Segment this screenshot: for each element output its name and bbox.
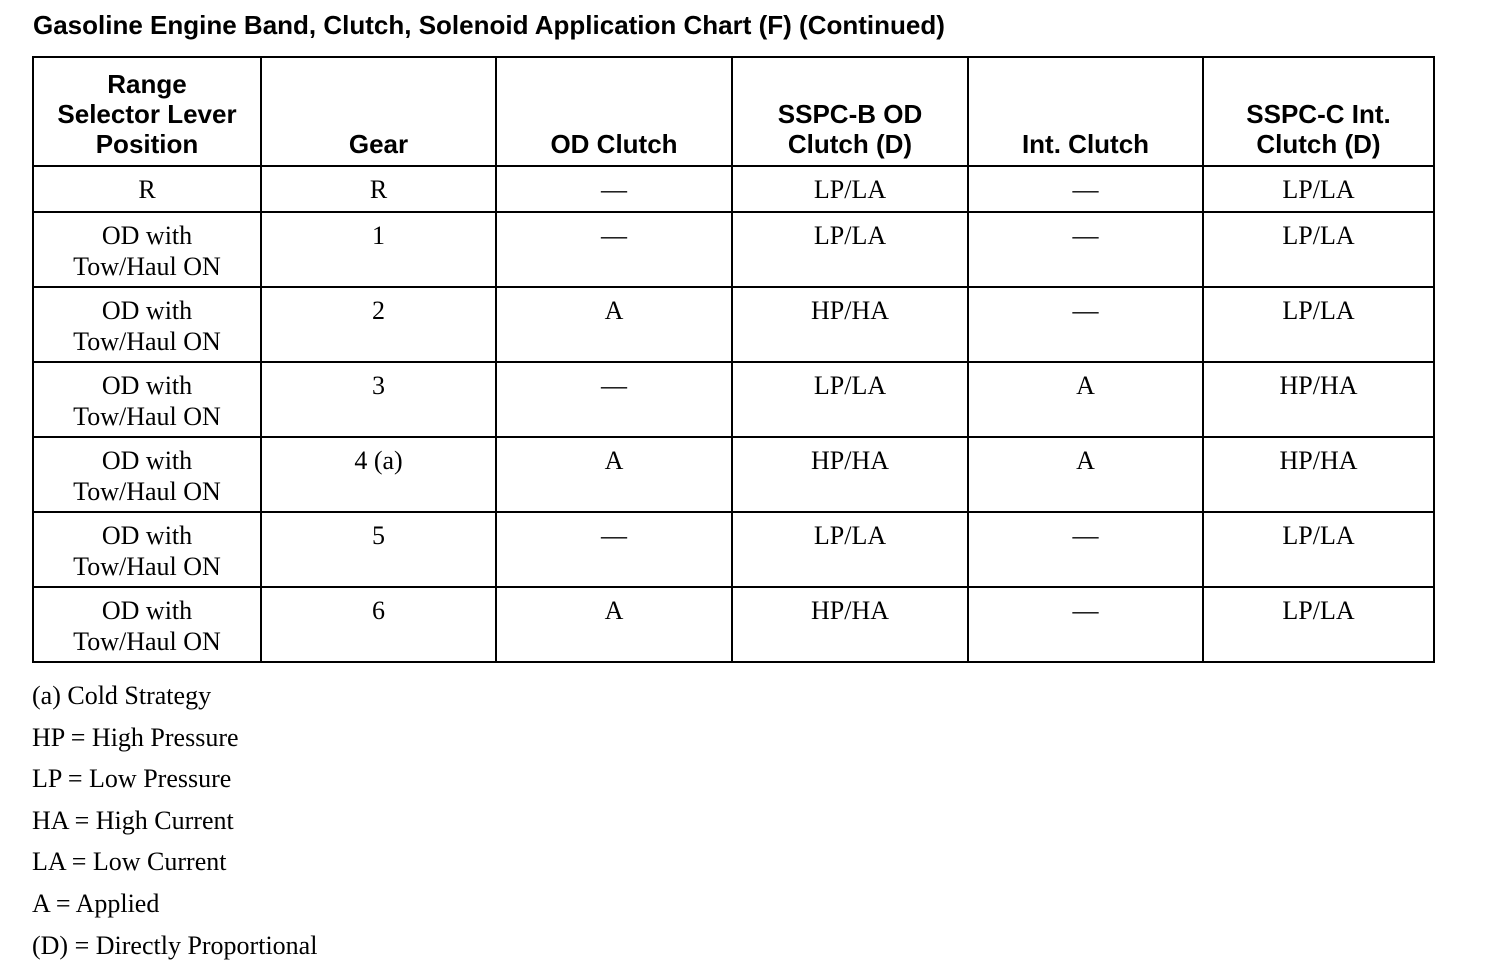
header-line: Selector Lever <box>57 99 237 129</box>
table-row <box>33 437 1434 512</box>
cell-od-clutch: — <box>496 166 732 212</box>
cell-position <box>33 166 261 212</box>
cell-sspc-b: HP/HA <box>732 587 968 662</box>
legend-item: (D) = Directly Proportional <box>32 930 318 960</box>
cell-gear: 3 <box>261 362 496 437</box>
cell-position <box>33 287 261 362</box>
cell-sspc-c: HP/HA <box>1203 437 1434 512</box>
cell-gear: 6 <box>261 587 496 662</box>
table-row <box>33 287 1434 362</box>
header-gear <box>261 57 496 166</box>
cell-sspc-b: LP/LA <box>732 212 968 287</box>
cell-int-clutch: — <box>968 587 1203 662</box>
table-row <box>33 512 1434 587</box>
position-line: Tow/Haul ON <box>73 477 221 506</box>
cell-od-clutch: A <box>496 587 732 662</box>
cell-od-clutch: A <box>496 287 732 362</box>
table-row <box>33 362 1434 437</box>
cell-position <box>33 512 261 587</box>
table-row <box>33 166 1434 212</box>
cell-sspc-c: LP/LA <box>1203 212 1434 287</box>
position-line: R <box>138 175 156 204</box>
position-line: OD with <box>101 596 193 625</box>
header-line: Clutch (D) <box>787 129 913 159</box>
header-range-selector-lever-position <box>33 57 261 166</box>
position-line: Tow/Haul ON <box>73 627 221 656</box>
cell-int-clutch: A <box>968 437 1203 512</box>
cell-int-clutch: — <box>968 212 1203 287</box>
legend-item: LA = Low Current <box>32 847 227 877</box>
cell-int-clutch: — <box>968 166 1203 212</box>
position-line: Tow/Haul ON <box>73 402 221 431</box>
header-int-clutch <box>968 57 1203 166</box>
cell-position <box>33 437 261 512</box>
position-line: OD with <box>101 371 193 400</box>
legend-item: HP = High Pressure <box>32 722 239 752</box>
header-line: Gear <box>348 129 409 159</box>
cell-sspc-c: HP/HA <box>1203 362 1434 437</box>
cell-position <box>33 587 261 662</box>
cell-gear: 5 <box>261 512 496 587</box>
cell-int-clutch: A <box>968 362 1203 437</box>
position-line: OD with <box>101 221 193 250</box>
cell-sspc-b: HP/HA <box>732 437 968 512</box>
cell-gear: 2 <box>261 287 496 362</box>
header-od-clutch <box>496 57 732 166</box>
header-line: SSPC-C Int. <box>1246 99 1391 129</box>
legend-item: A = Applied <box>32 888 160 918</box>
cell-int-clutch: — <box>968 287 1203 362</box>
header-line: Clutch (D) <box>1256 129 1381 159</box>
header-line: OD Clutch <box>550 129 678 159</box>
header-line: Position <box>95 129 199 159</box>
header-line: Range <box>107 69 187 99</box>
legend <box>32 678 317 969</box>
position-line: OD with <box>101 521 193 550</box>
cell-sspc-c: LP/LA <box>1203 166 1434 212</box>
cell-od-clutch: — <box>496 362 732 437</box>
position-line: Tow/Haul ON <box>73 552 221 581</box>
cell-od-clutch: — <box>496 512 732 587</box>
header-line: SSPC-B OD <box>777 99 923 129</box>
cell-int-clutch: — <box>968 512 1203 587</box>
header-row <box>33 57 1434 166</box>
page-title: Gasoline Engine Band, Clutch, Solenoid Application Chart (F) (Continued) <box>33 10 945 40</box>
position-line: OD with <box>101 446 193 475</box>
cell-sspc-b: LP/LA <box>732 362 968 437</box>
legend-item: LP = Low Pressure <box>32 764 232 794</box>
cell-gear: 4 (a) <box>261 437 496 512</box>
cell-sspc-c: LP/LA <box>1203 512 1434 587</box>
cell-position <box>33 212 261 287</box>
header-sspc-c-int-clutch <box>1203 57 1434 166</box>
application-chart-table <box>32 56 1435 663</box>
cell-od-clutch: A <box>496 437 732 512</box>
legend-item: (a) Cold Strategy <box>32 681 212 710</box>
cell-sspc-b: LP/LA <box>732 512 968 587</box>
cell-gear: 1 <box>261 212 496 287</box>
cell-sspc-c: LP/LA <box>1203 287 1434 362</box>
cell-sspc-b: LP/LA <box>732 166 968 212</box>
cell-sspc-c: LP/LA <box>1203 587 1434 662</box>
header-sspc-b-od-clutch <box>732 57 968 166</box>
cell-position <box>33 362 261 437</box>
position-line: Tow/Haul ON <box>73 252 221 281</box>
cell-gear: R <box>261 166 496 212</box>
cell-od-clutch: — <box>496 212 732 287</box>
cell-sspc-b: HP/HA <box>732 287 968 362</box>
position-line: Tow/Haul ON <box>73 327 221 356</box>
position-line: OD with <box>101 296 193 325</box>
table-row <box>33 212 1434 287</box>
header-line: Int. Clutch <box>1021 129 1150 159</box>
legend-item: HA = High Current <box>32 805 234 835</box>
table-row <box>33 587 1434 662</box>
